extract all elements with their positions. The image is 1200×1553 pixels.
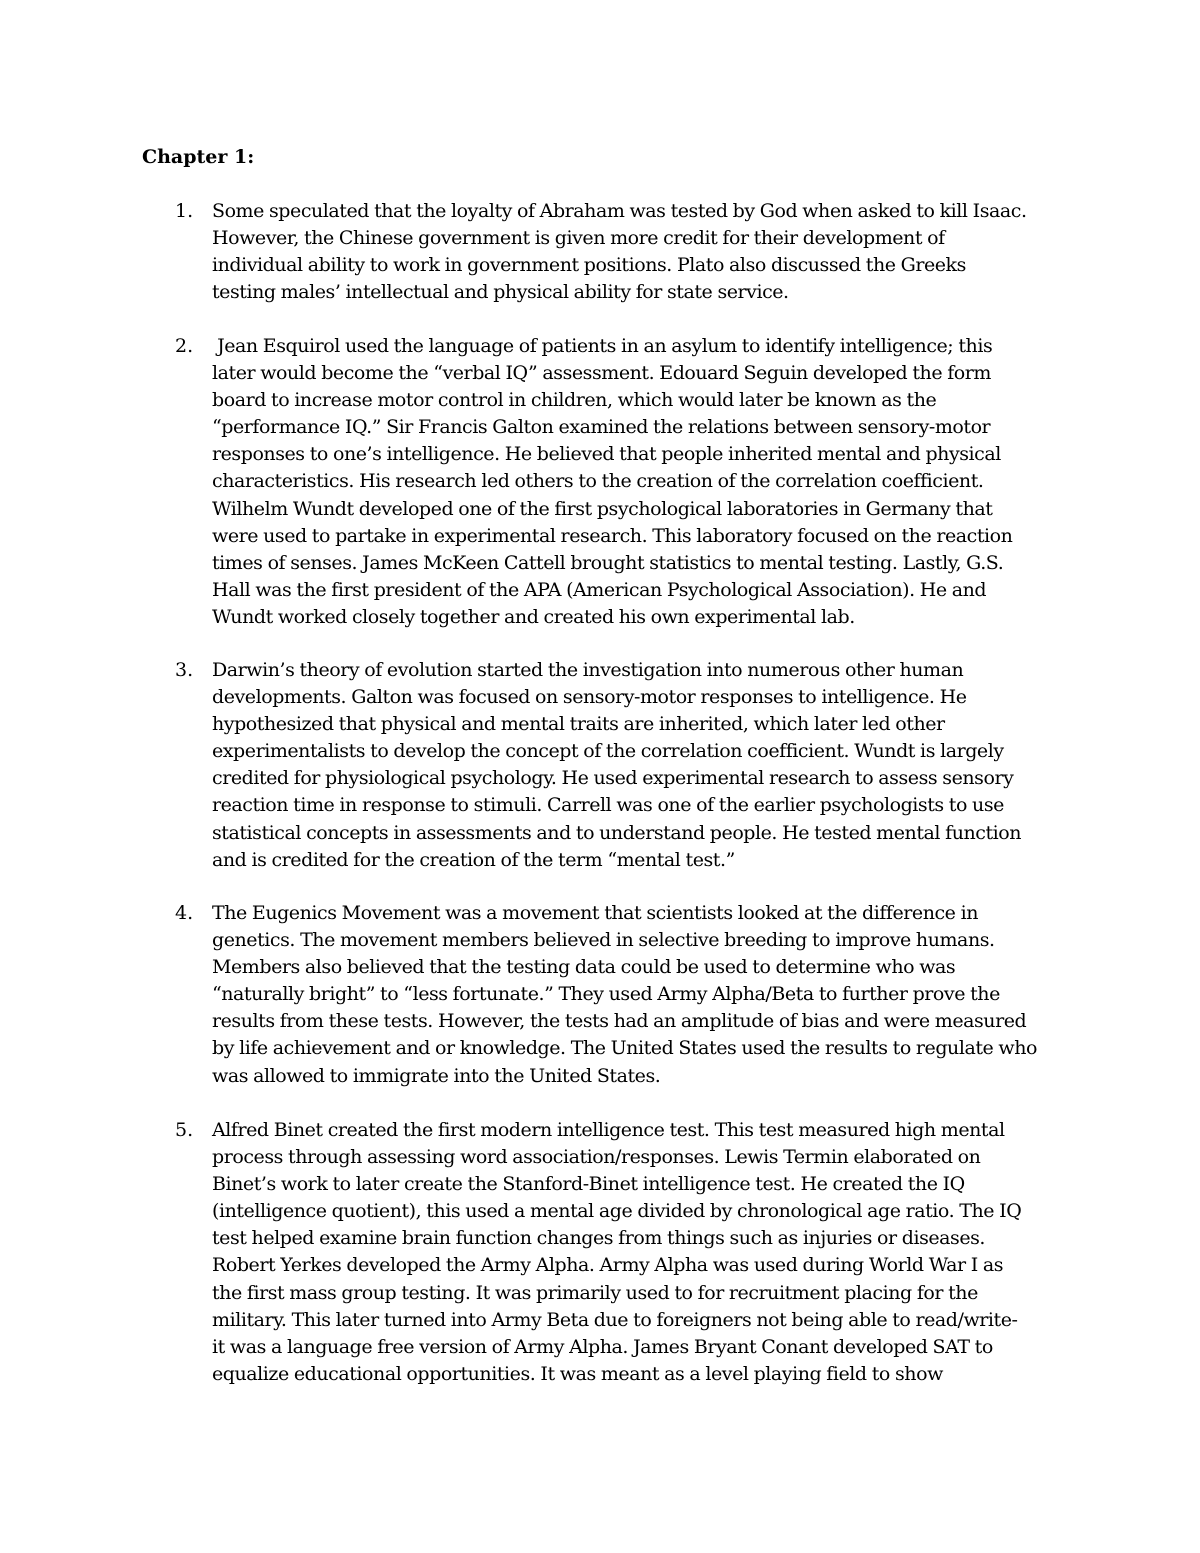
list-item-number: 2. xyxy=(175,335,194,357)
list-item-number: 4. xyxy=(175,902,194,924)
text-line: results from these tests. However, the tests had an amplitude of bias and were measured xyxy=(212,1010,1027,1033)
chapter-heading: Chapter 1: xyxy=(142,146,255,168)
text-line: Jean Esquirol used the language of patients in an asylum to identify intelligence; this xyxy=(212,335,993,357)
text-line: individual ability to work in government positions. Plato also discussed the Greeks xyxy=(212,254,966,277)
text-line: the first mass group testing. It was primarily used to for recruitment placing for the xyxy=(212,1281,978,1304)
text-line: genetics. The movement members believed in selective breeding to improve humans. xyxy=(212,929,995,952)
text-line: responses to one’s intelligence. He believed that people inherited mental and physical xyxy=(212,443,1001,466)
text-line: characteristics. His research led others to the creation of the correlation coefficient. xyxy=(212,470,984,493)
text-line: and is credited for the creation of the term “mental test.” xyxy=(212,848,735,871)
text-line: Binet’s work to later create the Stanford-Binet intelligence test. He created the IQ xyxy=(212,1173,965,1196)
text-line: it was a language free version of Army Alpha. James Bryant Conant developed SAT to xyxy=(212,1335,993,1358)
text-line: test helped examine brain function changes from things such as injuries or diseases. xyxy=(212,1227,986,1250)
text-line: military. This later turned into Army Beta due to foreigners not being able to read/write- xyxy=(212,1308,1018,1331)
text-line: However, the Chinese government is given more credit for their development of xyxy=(212,227,945,250)
text-line: reaction time in response to stimuli. Carrell was one of the earlier psychologists to use xyxy=(212,794,1004,817)
list-item-number: 5. xyxy=(175,1119,194,1141)
list-item-number: 3. xyxy=(175,659,194,681)
list-item-number: 1. xyxy=(175,200,194,222)
text-line: by life achievement and or knowledge. The United States used the results to regulate who xyxy=(212,1037,1037,1060)
text-line: The Eugenics Movement was a movement that scientists looked at the difference in xyxy=(212,902,978,924)
text-line: Alfred Binet created the first modern intelligence test. This test measured high mental xyxy=(212,1119,1005,1141)
text-line: testing males’ intellectual and physical ability for state service. xyxy=(212,281,789,304)
list-item-text xyxy=(212,1117,1082,1388)
text-line: times of senses. James McKeen Cattell brought statistics to mental testing. Lastly, G.S. xyxy=(212,551,1004,574)
list-item-text xyxy=(212,900,1082,1090)
text-line: equalize educational opportunities. It was meant as a level playing field to show xyxy=(212,1362,943,1385)
list-item-text xyxy=(212,333,1082,631)
text-line: “performance IQ.” Sir Francis Galton examined the relations between sensory-motor xyxy=(212,416,991,439)
text-line: later would become the “verbal IQ” assessment. Edouard Seguin developed the form xyxy=(212,362,991,385)
text-line: credited for physiological psychology. He used experimental research to assess sensory xyxy=(212,767,1014,790)
text-line: statistical concepts in assessments and to understand people. He tested mental function xyxy=(212,821,1022,844)
text-line: experimentalists to develop the concept of the correlation coefficient. Wundt is largely xyxy=(212,740,1004,763)
text-line: Robert Yerkes developed the Army Alpha. Army Alpha was used during World War I as xyxy=(212,1254,1004,1277)
text-line: Members also believed that the testing data could be used to determine who was xyxy=(212,956,956,979)
text-line: “naturally bright” to “less fortunate.” They used Army Alpha/Beta to further prove the xyxy=(212,983,1000,1006)
text-line: were used to partake in experimental research. This laboratory focused on the reaction xyxy=(212,524,1013,547)
text-line: Darwin’s theory of evolution started the investigation into numerous other human xyxy=(212,659,964,681)
text-line: developments. Galton was focused on sensory-motor responses to intelligence. He xyxy=(212,686,967,709)
text-line: Hall was the first president of the APA (American Psychological Association). He and xyxy=(212,578,987,601)
text-line: Wundt worked closely together and created his own experimental lab. xyxy=(212,605,855,628)
text-line: process through assessing word association/responses. Lewis Termin elaborated on xyxy=(212,1146,981,1169)
list-item-text xyxy=(212,657,1082,874)
list-item-text xyxy=(212,198,1082,306)
text-line: hypothesized that physical and mental traits are inherited, which later led other xyxy=(212,713,945,736)
text-line: was allowed to immigrate into the United States. xyxy=(212,1064,661,1087)
text-line: board to increase motor control in children, which would later be known as the xyxy=(212,389,937,412)
text-line: Some speculated that the loyalty of Abraham was tested by God when asked to kill Isaac. xyxy=(212,200,1027,222)
text-line: (intelligence quotient), this used a mental age divided by chronological age ratio. The IQ xyxy=(212,1200,1022,1223)
text-line: Wilhelm Wundt developed one of the first psychological laboratories in Germany that xyxy=(212,497,993,520)
